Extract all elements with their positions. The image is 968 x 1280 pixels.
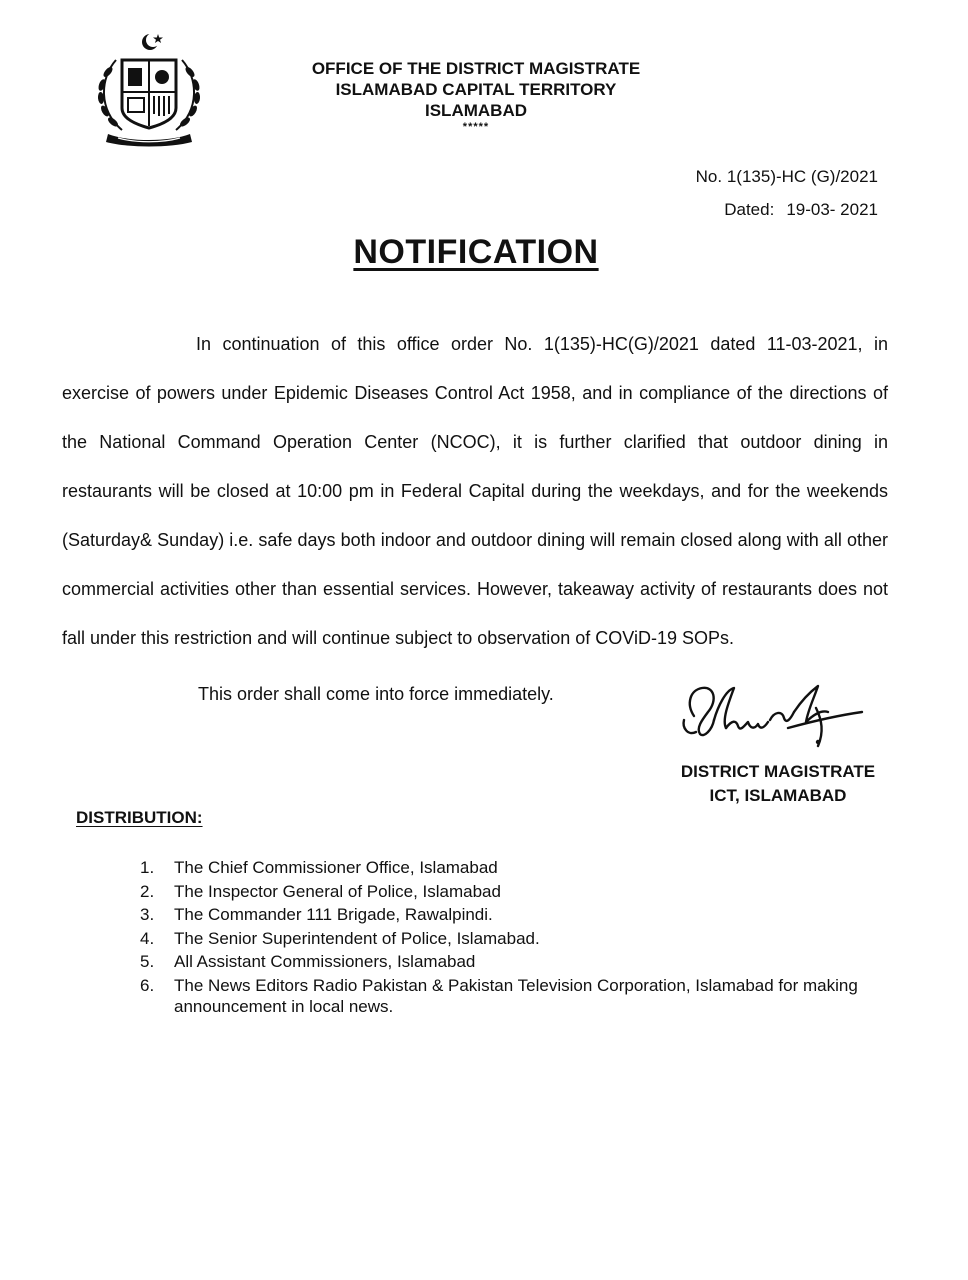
list-item bbox=[140, 950, 900, 974]
dated-label: Dated: bbox=[724, 200, 775, 219]
page-title: NOTIFICATION bbox=[353, 233, 599, 271]
notification-body: In continuation of this office order No. 1(135)-HC(G)/2021 dated 11-03-2021, in exercise of powers under Epidemic Diseases Control Act 1958, and in compliance of the directions of the National Command Operation Center (NCOC), it is further clarified that outdoor dining in restaurants will be closed at 10:00 pm in Federal Capital during the weekdays, and for the weekends (Saturday& Sunday) i.e. safe days both indoor and outdoor dining will remain closed along with all other commercial activities other than essential services. However, takeaway activity of restaurants does not fall under this restriction and will continue subject to observation of COViD-19 SOPs. bbox=[62, 334, 888, 648]
list-item-text: The Chief Commissioner Office, Islamabad bbox=[174, 858, 498, 877]
force-statement: This order shall come into force immediately. bbox=[198, 684, 554, 704]
list-item bbox=[140, 974, 900, 1017]
state-emblem-icon bbox=[88, 30, 210, 148]
city-name: ISLAMABAD bbox=[425, 101, 527, 120]
dated-value: 19-03- 2021 bbox=[786, 200, 878, 219]
territory-name: ISLAMABAD CAPITAL TERRITORY bbox=[335, 80, 617, 99]
list-item-number: 3. bbox=[140, 905, 155, 924]
list-item bbox=[140, 927, 900, 951]
list-item-text: The News Editors Radio Pakistan & Pakistan Television Corporation, Islamabad for making announcement in local news. bbox=[174, 975, 858, 1016]
reference-date bbox=[696, 193, 878, 226]
signatory-block bbox=[660, 760, 896, 808]
distribution-heading: DISTRIBUTION: bbox=[76, 808, 203, 827]
list-item-text: The Senior Superintendent of Police, Islamabad. bbox=[174, 928, 540, 948]
letterhead bbox=[276, 58, 676, 133]
list-item bbox=[140, 903, 900, 927]
reference-number: No. 1(135)-HC (G)/2021 bbox=[695, 167, 878, 186]
list-item-text: All Assistant Commissioners, Islamabad bbox=[174, 952, 476, 971]
list-item bbox=[140, 880, 900, 904]
list-item-number: 1. bbox=[140, 858, 155, 877]
header-stars: ***** bbox=[462, 121, 490, 133]
list-item-number: 2. bbox=[140, 881, 155, 901]
list-item-text: The Commander 111 Brigade, Rawalpindi. bbox=[174, 905, 493, 924]
reference-block bbox=[696, 160, 878, 226]
signature-icon bbox=[678, 676, 864, 758]
list-item-number: 5. bbox=[140, 952, 155, 971]
list-item-text: The Inspector General of Police, Islamabad bbox=[174, 881, 501, 901]
signatory-designation: DISTRICT MAGISTRATE bbox=[680, 762, 876, 781]
list-item-number: 4. bbox=[140, 928, 155, 948]
signatory-office: ICT, ISLAMABAD bbox=[709, 786, 847, 805]
distribution-list bbox=[140, 856, 900, 1017]
office-name: OFFICE OF THE DISTRICT MAGISTRATE bbox=[311, 59, 641, 78]
list-item bbox=[140, 856, 900, 880]
list-item-number: 6. bbox=[140, 975, 155, 995]
